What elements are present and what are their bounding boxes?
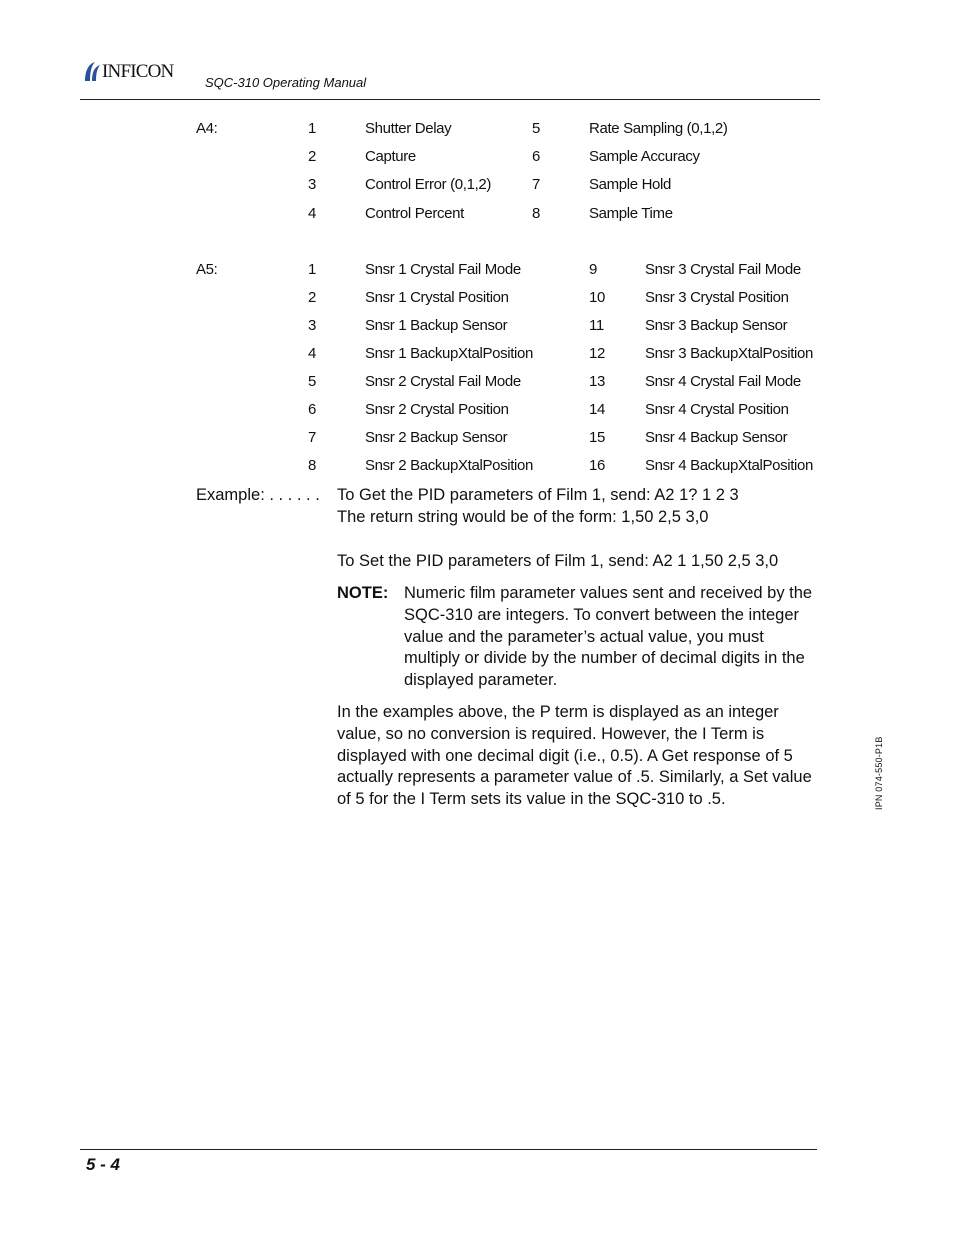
a5-item-name: Snsr 2 BackupXtalPosition	[365, 457, 534, 474]
inficon-logo-icon	[82, 60, 102, 82]
a4-item-name: Shutter Delay	[365, 120, 452, 137]
a4-item-name: Rate Sampling (0,1,2)	[589, 120, 728, 137]
a5-item-name: Snsr 3 Crystal Position	[645, 289, 789, 306]
a4-item-name: Sample Hold	[589, 176, 672, 193]
a4-label: A4:	[196, 120, 218, 137]
a5-item-name: Snsr 4 BackupXtalPosition	[645, 457, 814, 474]
a5-item-num: 10	[589, 289, 605, 306]
brand-name: INFICON	[102, 61, 174, 82]
explanation-paragraph: In the examples above, the P term is displayed as an integer value, so no conversion is required. However, the I Term is displayed with one decimal digit (i.e., 0.5). A Get response of 5 actually represents a parameter value of .5. Similarly, a Set value of 5 for the I Term sets its value in the SQC-310 to .5.	[337, 703, 812, 809]
a5-item-name: Snsr 3 BackupXtalPosition	[645, 345, 814, 362]
a5-label: A5:	[196, 261, 218, 278]
a5-item-name: Snsr 3 Backup Sensor	[645, 317, 788, 334]
a5-item-num: 15	[589, 429, 605, 446]
a5-item-name: Snsr 1 Crystal Position	[365, 289, 509, 306]
note-label: NOTE:	[337, 584, 389, 602]
a5-item-num: 12	[589, 345, 605, 362]
a4-item-num: 3	[308, 176, 316, 193]
a5-item-num: 2	[308, 289, 316, 306]
a4-item-name: Sample Time	[589, 205, 673, 222]
header-rule	[80, 99, 820, 100]
a5-item-name: Snsr 1 Backup Sensor	[365, 317, 508, 334]
a5-item-num: 7	[308, 429, 316, 446]
a5-item-num: 11	[589, 317, 604, 334]
a5-item-num: 6	[308, 401, 316, 418]
a5-item-name: Snsr 4 Crystal Fail Mode	[645, 373, 801, 390]
a4-item-num: 4	[308, 205, 316, 222]
a5-item-num: 9	[589, 261, 597, 278]
a5-item-num: 8	[308, 457, 316, 474]
a4-item-name: Control Error (0,1,2)	[365, 176, 492, 193]
manual-title: SQC-310 Operating Manual	[205, 75, 367, 90]
footer-rule	[80, 1149, 817, 1150]
a4-item-name: Sample Accuracy	[589, 148, 700, 165]
a4-item-num: 7	[532, 176, 540, 193]
page-number: 5 - 4	[86, 1155, 121, 1174]
a5-item-name: Snsr 3 Crystal Fail Mode	[645, 261, 801, 278]
a5-item-name: Snsr 1 BackupXtalPosition	[365, 345, 534, 362]
ipn-code: IPN 074-550-P1B	[874, 736, 884, 810]
note-text: Numeric film parameter values sent and received by the SQC-310 are integers. To convert between the integer value and the parameter’s actual value, you must multiply or divide by the number of decimal digits in the displayed parameter.	[404, 584, 813, 690]
a4-item-num: 1	[308, 120, 316, 137]
example-label: Example: . . . . . .	[196, 486, 320, 504]
a5-item-name: Snsr 4 Crystal Position	[645, 401, 789, 418]
a5-item-num: 3	[308, 317, 316, 334]
a5-item-name: Snsr 2 Crystal Position	[365, 401, 509, 418]
a4-item-name: Capture	[365, 148, 416, 165]
a5-item-num: 4	[308, 345, 316, 362]
example-get-line: To Get the PID parameters of Film 1, send: A2 1? 1 2 3	[337, 486, 739, 504]
a4-item-name: Control Percent	[365, 205, 464, 222]
a5-item-name: Snsr 4 Backup Sensor	[645, 429, 788, 446]
a5-item-num: 14	[589, 401, 605, 418]
example-set-line: To Set the PID parameters of Film 1, send: A2 1 1,50 2,5 3,0	[337, 552, 779, 570]
a5-item-num: 1	[308, 261, 316, 278]
a5-item-name: Snsr 2 Crystal Fail Mode	[365, 373, 521, 390]
a5-item-num: 5	[308, 373, 316, 390]
a4-item-num: 8	[532, 205, 540, 222]
a4-item-num: 5	[532, 120, 540, 137]
a5-item-num: 13	[589, 373, 605, 390]
a5-item-name: Snsr 2 Backup Sensor	[365, 429, 508, 446]
a5-item-name: Snsr 1 Crystal Fail Mode	[365, 261, 521, 278]
a5-item-num: 16	[589, 457, 605, 474]
a4-item-num: 6	[532, 148, 540, 165]
example-return-line: The return string would be of the form: 1,50 2,5 3,0	[337, 508, 709, 526]
a4-item-num: 2	[308, 148, 316, 165]
